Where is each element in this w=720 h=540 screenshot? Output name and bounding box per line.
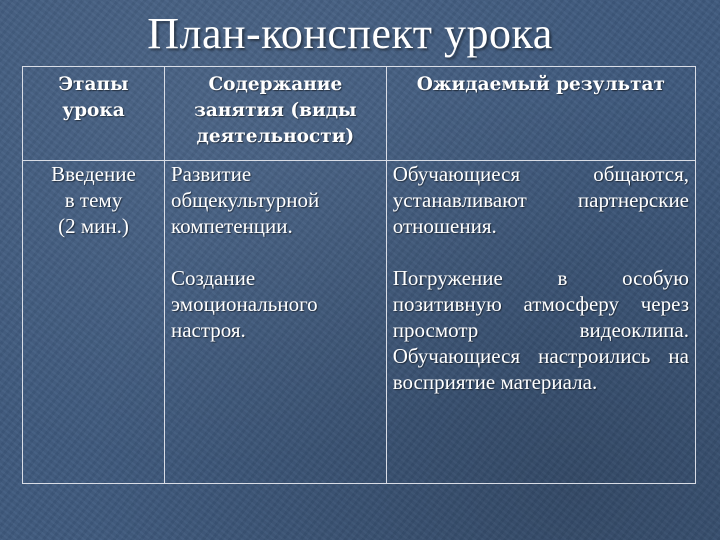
stage-line-2: в тему — [64, 188, 123, 212]
result-paragraph-2: Погружение в особую позитивную атмосферу через просмотр видеоклипа. Обучающиеся настроились на восприятие материала. — [392, 266, 689, 394]
stage-line-3: (2 мин.) — [58, 214, 129, 238]
cell-content — [164, 161, 386, 484]
header-stages: Этапы урока — [23, 67, 165, 161]
stage-line-1: Введение — [51, 162, 136, 186]
content-paragraph-2: Создание эмоционального настроя. — [170, 266, 318, 342]
content-paragraph-1: Развитие общекультурной компетенции. — [170, 162, 320, 238]
lesson-plan-table — [22, 66, 696, 484]
cell-result — [386, 161, 695, 484]
result-paragraph-1: Обучающиеся общаются, устанавливают партнерские отношения. — [392, 162, 689, 238]
cell-stage — [23, 161, 165, 484]
table-header-row — [23, 67, 696, 161]
table-row — [23, 161, 696, 484]
slide-title: План-конспект урока — [147, 9, 553, 58]
header-content: Содержание занятия (виды деятельности) — [164, 67, 386, 161]
header-result: Ожидаемый результат — [386, 67, 695, 161]
